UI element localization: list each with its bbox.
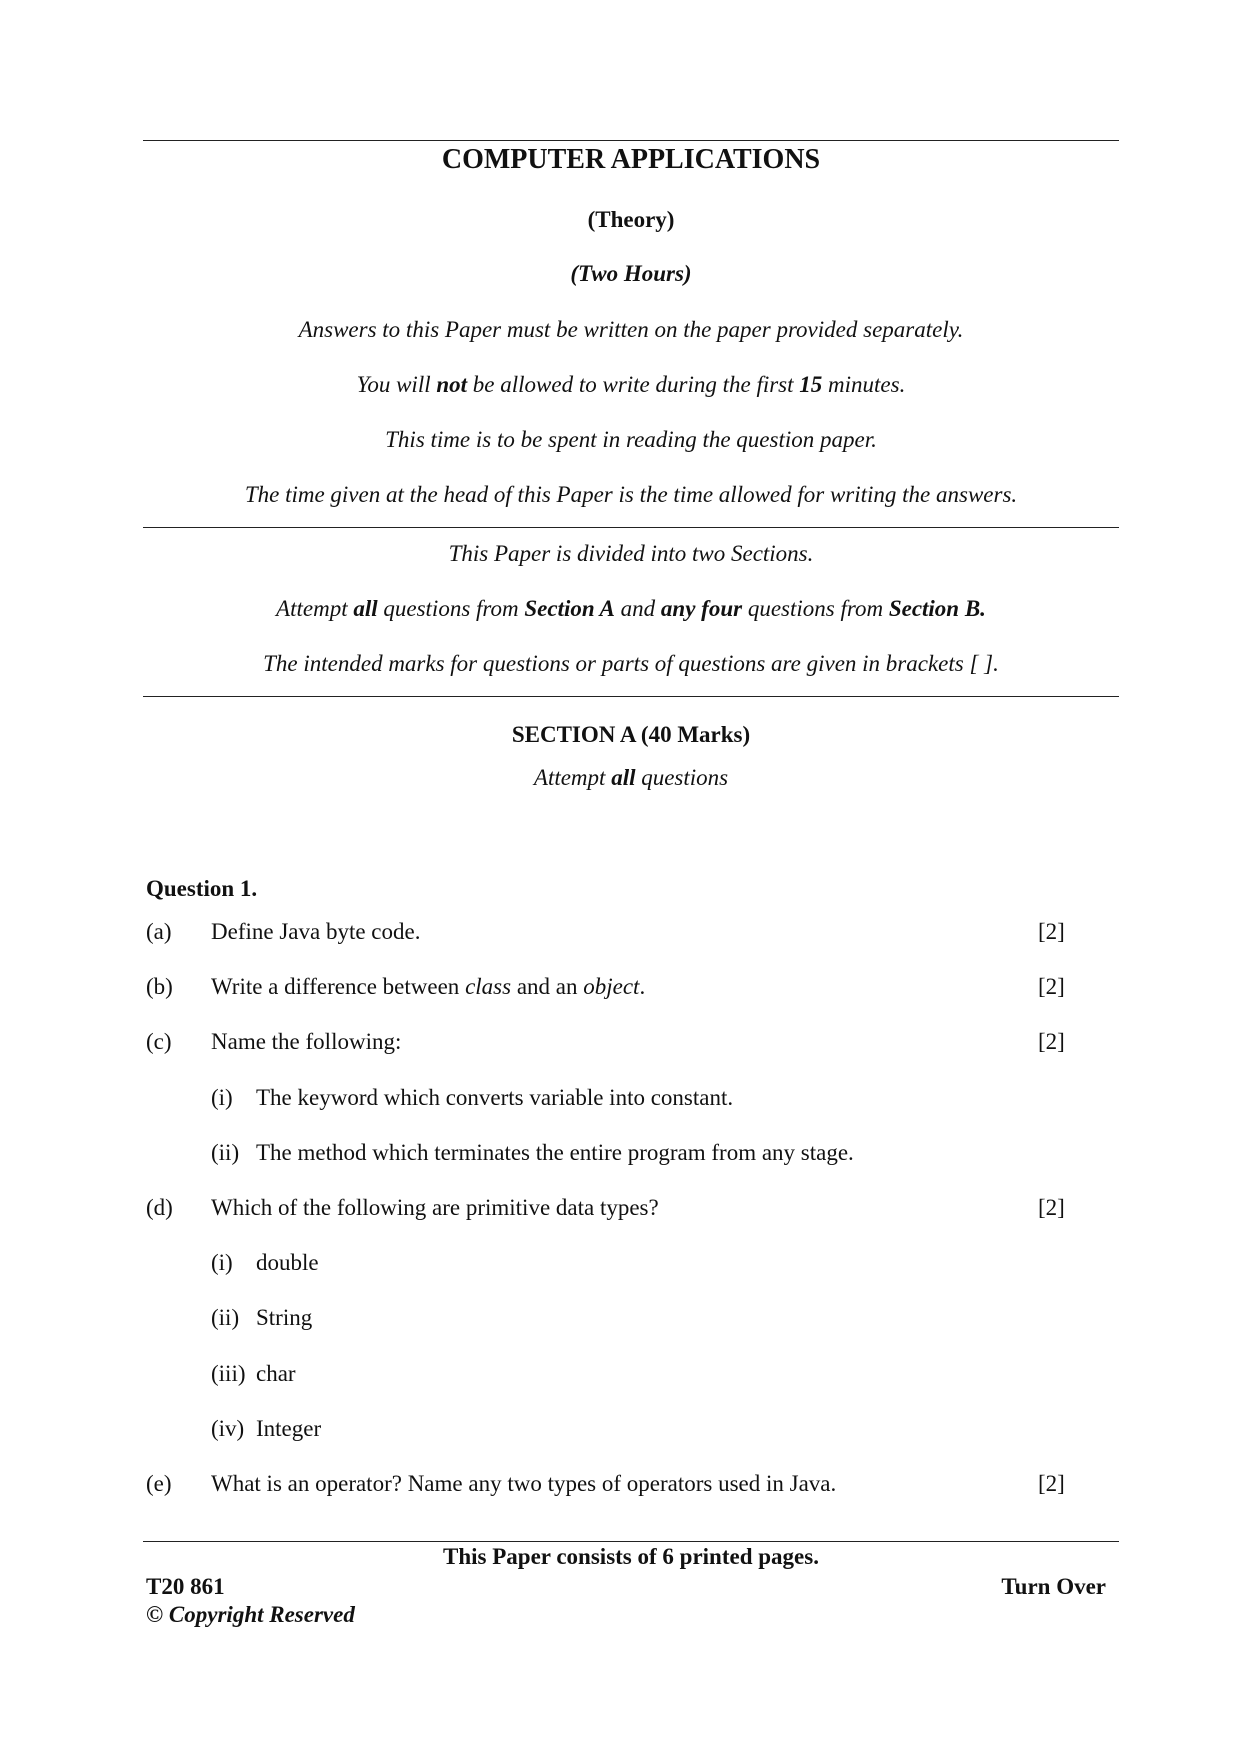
pages-note: This Paper consists of 6 printed pages. bbox=[443, 1544, 819, 1569]
q1d-text: Which of the following are primitive data types? bbox=[211, 1195, 659, 1220]
q1c-item-label: (i) bbox=[211, 1085, 233, 1110]
q1c-item-text: The method which terminates the entire program from any stage. bbox=[256, 1140, 854, 1165]
q1d-item-label: (ii) bbox=[211, 1305, 240, 1330]
q1d-item-text: double bbox=[256, 1250, 319, 1275]
sections-info-line-3: The intended marks for questions or parts of questions are given in brackets [ ]. bbox=[263, 651, 999, 676]
top-rule bbox=[143, 140, 1119, 141]
section-a-subheading: Attempt all questions bbox=[533, 765, 729, 790]
instructions-rule bbox=[143, 527, 1119, 528]
q1d-marks: [2] bbox=[1038, 1195, 1065, 1220]
q1d-item-label: (iii) bbox=[211, 1361, 246, 1386]
q1b-label: (b) bbox=[146, 974, 173, 999]
q1e-label: (e) bbox=[146, 1471, 172, 1496]
q1d-item-label: (iv) bbox=[211, 1416, 245, 1441]
sections-info-line-2: Attempt all questions from Section A and any four questions from Section B. bbox=[276, 596, 986, 621]
instruction-line-4: The time given at the head of this Paper is the time allowed for writing the answers. bbox=[244, 482, 1018, 507]
paper-duration: (Two Hours) bbox=[570, 261, 692, 286]
q1c-item-label: (ii) bbox=[211, 1140, 240, 1165]
q1d-item-text: Integer bbox=[256, 1416, 322, 1441]
q1d-label: (d) bbox=[146, 1195, 173, 1220]
q1a-text: Define Java byte code. bbox=[211, 919, 421, 944]
instruction-line-1: Answers to this Paper must be written on the paper provided separately. bbox=[298, 317, 964, 342]
instruction-line-2: You will not be allowed to write during the first 15 minutes. bbox=[356, 372, 906, 397]
q1c-text: Name the following: bbox=[211, 1029, 402, 1054]
q1a-marks: [2] bbox=[1038, 919, 1065, 944]
copyright-notice: © Copyright Reserved bbox=[146, 1602, 355, 1627]
footer-rule bbox=[143, 1541, 1119, 1542]
q1c-label: (c) bbox=[146, 1029, 172, 1054]
paper-code: T20 861 bbox=[146, 1574, 225, 1599]
section-a-heading: SECTION A (40 Marks) bbox=[511, 722, 751, 747]
sections-info-line-1: This Paper is divided into two Sections. bbox=[448, 541, 814, 566]
q1d-item-text: char bbox=[256, 1361, 296, 1386]
paper-title: COMPUTER APPLICATIONS bbox=[441, 144, 821, 175]
q1b-marks: [2] bbox=[1038, 974, 1065, 999]
q1d-item-text: String bbox=[256, 1305, 313, 1330]
q1e-marks: [2] bbox=[1038, 1471, 1065, 1496]
q1b-text: Write a difference between class and an object. bbox=[211, 974, 646, 999]
q1c-marks: [2] bbox=[1038, 1029, 1065, 1054]
sections-rule bbox=[143, 696, 1119, 697]
q1e-text: What is an operator? Name any two types of operators used in Java. bbox=[211, 1471, 837, 1496]
turn-over-label: Turn Over bbox=[1001, 1574, 1106, 1599]
q1c-item-text: The keyword which converts variable into constant. bbox=[256, 1085, 734, 1110]
instruction-line-3: This time is to be spent in reading the question paper. bbox=[385, 427, 877, 452]
question-1-heading: Question 1. bbox=[146, 876, 258, 901]
q1d-item-label: (i) bbox=[211, 1250, 233, 1275]
paper-subtitle: (Theory) bbox=[587, 207, 675, 232]
q1a-label: (a) bbox=[146, 919, 172, 944]
